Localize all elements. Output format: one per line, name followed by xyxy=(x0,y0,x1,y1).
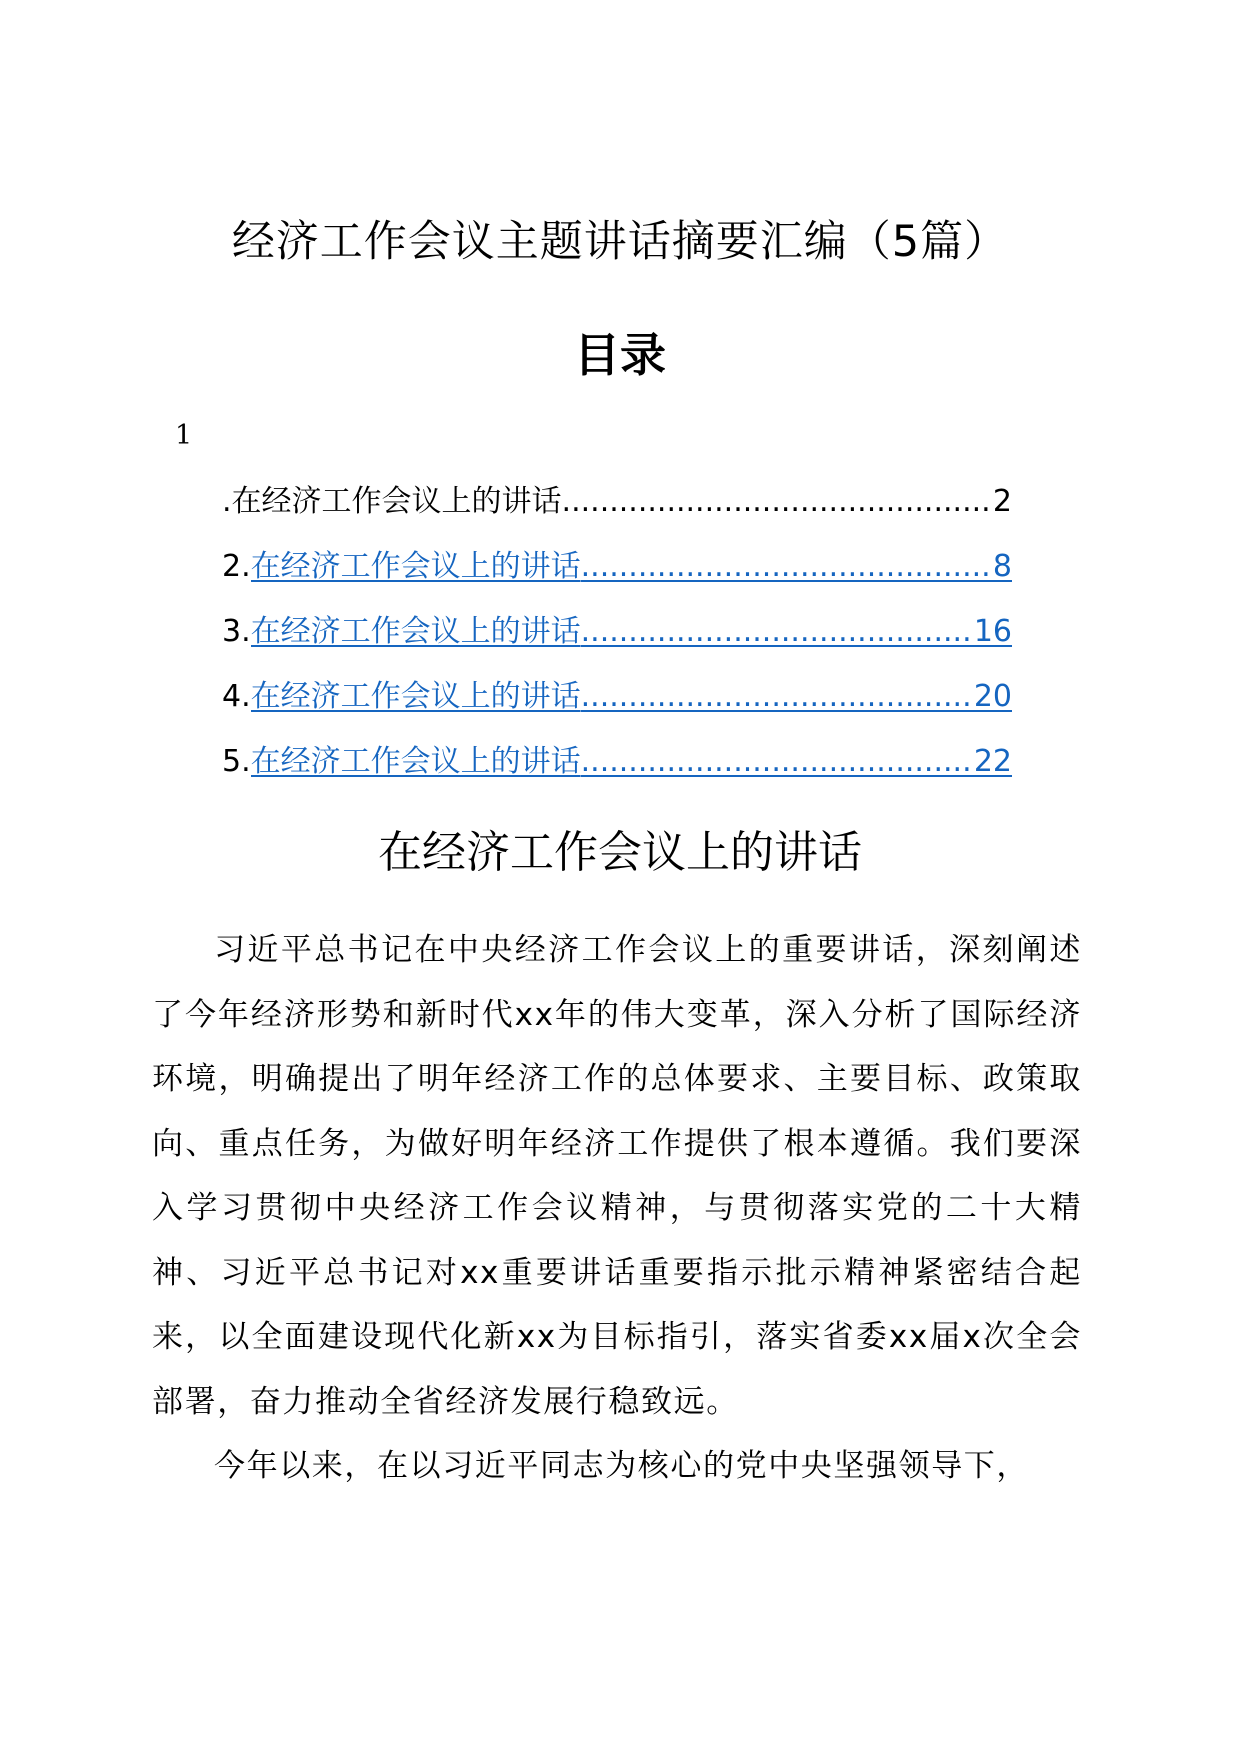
toc-entry-text: 在经济工作会议上的讲话 xyxy=(250,679,581,714)
toc-entry-page: 8 xyxy=(992,549,1012,584)
toc-stray-number: 1 xyxy=(175,420,193,451)
toc-entry xyxy=(222,543,1012,608)
toc-entry-number: 3. xyxy=(222,614,251,649)
toc-entry-link[interactable] xyxy=(251,608,1012,656)
toc-entry-number: 4. xyxy=(222,679,251,714)
toc-entry-text: 在经济工作会议上的讲话 xyxy=(250,549,581,584)
toc-entry-text: 在经济工作会议上的讲话 xyxy=(250,614,581,649)
toc-entry-page: 20 xyxy=(973,679,1012,714)
section-title: 在经济工作会议上的讲话 xyxy=(378,827,862,878)
toc-entry-page: 2 xyxy=(992,484,1012,519)
toc-entry-text: 在经济工作会议上的讲话 xyxy=(250,744,581,779)
toc-dot-leader xyxy=(581,738,974,786)
toc-entry xyxy=(222,673,1012,738)
toc-entry xyxy=(222,478,1012,543)
body-text xyxy=(152,918,1082,1499)
toc-entry-text: .在经济工作会议上的讲话 xyxy=(222,484,562,519)
toc-entry-link[interactable] xyxy=(222,478,1012,526)
toc-dot-leader xyxy=(581,543,993,591)
table-of-contents xyxy=(222,478,1012,803)
body-paragraph: 习近平总书记在中央经济工作会议上的重要讲话，深刻阐述了今年经济形势和新时代xx年的伟大变革，深入分析了国际经济环境，明确提出了明年经济工作的总体要求、主要目标、政策取向、重点任务，为做好明年经济工作提供了根本遵循。我们要深入学习贯彻中央经济工作会议精神，与贯彻落实党的二十大精神、习近平总书记对xx重要讲话重要指示批示精神紧密结合起来，以全面建设现代化新xx为目标指引，落实省委xx届x次全会部署，奋力推动全省经济发展行稳致远。 xyxy=(152,932,1082,1420)
toc-entry-number: 5. xyxy=(222,744,251,779)
toc-entry xyxy=(222,738,1012,803)
toc-heading: 目录 xyxy=(574,328,666,382)
toc-dot-leader xyxy=(562,478,993,526)
document-title: 经济工作会议主题讲话摘要汇编（5篇） xyxy=(231,217,1009,267)
toc-entry-page: 22 xyxy=(973,744,1012,779)
toc-entry xyxy=(222,608,1012,673)
toc-entry-page: 16 xyxy=(973,614,1012,649)
toc-dot-leader xyxy=(581,673,974,721)
toc-entry-link[interactable] xyxy=(251,543,1012,591)
toc-entry-number: 2. xyxy=(222,549,251,584)
toc-entry-link[interactable] xyxy=(251,738,1012,786)
toc-dot-leader xyxy=(581,608,974,656)
body-paragraph: 今年以来，在以习近平同志为核心的党中央坚强领导下， xyxy=(214,1448,1029,1484)
toc-entry-link[interactable] xyxy=(251,673,1012,721)
